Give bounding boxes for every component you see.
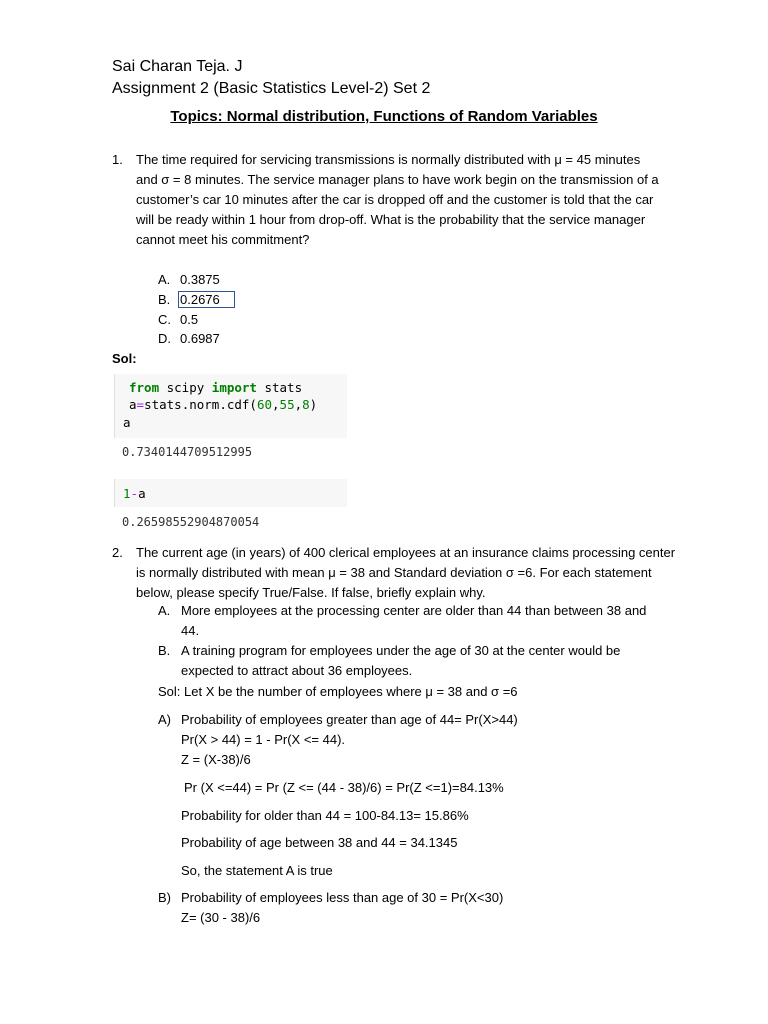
statement-letter: B. xyxy=(158,643,171,658)
question-text-line: The current age (in years) of 400 clerical employees at an insurance claims processing center xyxy=(136,545,676,560)
question-text-line: and σ = 8 minutes. The service manager plans to have work begin on the transmission of a xyxy=(136,172,659,187)
code-text: ) xyxy=(309,397,318,412)
code-text: scipy xyxy=(159,380,212,395)
code-text: , xyxy=(272,397,280,412)
code-text: stats.norm.cdf( xyxy=(144,397,257,412)
option-value: 0.6987 xyxy=(180,331,220,346)
option-letter: B. xyxy=(158,292,171,307)
statement-text: 44. xyxy=(181,623,200,638)
option-letter: A. xyxy=(158,272,171,287)
question-text-line: The time required for servicing transmissions is normally distributed with μ = 45 minutes xyxy=(136,152,641,167)
code-text: a xyxy=(123,415,131,430)
question-text-line: is normally distributed with mean μ = 38 and Standard deviation σ =6. For each statement xyxy=(136,565,652,580)
statement-text: expected to attract about 36 employees. xyxy=(181,663,413,678)
question-text-line: customer’s car 10 minutes after the car is dropped off and the customer is told that the car xyxy=(136,192,654,207)
question-text-line: cannot meet his commitment? xyxy=(136,232,310,247)
code-number: 55 xyxy=(279,397,295,412)
assignment-title: Assignment 2 (Basic Statistics Level-2) Set 2 xyxy=(112,80,431,97)
topics-heading: Topics: Normal distribution, Functions of Random Variables xyxy=(170,108,598,125)
solution-line: Pr(X > 44) = 1 - Pr(X <= 44). xyxy=(181,732,346,747)
solution-conclusion: So, the statement A is true xyxy=(181,863,333,878)
option-value: 0.5 xyxy=(180,312,199,327)
code-text: stats xyxy=(256,380,303,395)
question-text-line: will be ready within 1 hour from drop-off. What is the probability that the service manager xyxy=(136,212,646,227)
code-text: a xyxy=(138,486,146,501)
solution-line: Z = (X-38)/6 xyxy=(181,752,251,767)
code-output: 0.26598552904870054 xyxy=(122,515,260,529)
question-number: 1. xyxy=(112,152,123,167)
question-number: 2. xyxy=(112,545,123,560)
code-cell xyxy=(114,479,347,507)
code-line xyxy=(129,380,302,395)
solution-label: Sol: xyxy=(112,351,137,366)
statement-letter: A. xyxy=(158,603,171,618)
option-value: 0.3875 xyxy=(180,272,220,287)
code-line xyxy=(123,486,146,501)
solution-line: Probability of age between 38 and 44 = 34.1345 xyxy=(181,835,458,850)
part-label: A) xyxy=(158,712,171,727)
solution-line: Z= (30 - 38)/6 xyxy=(181,910,261,925)
solution-line: Probability of employees greater than age of 44= Pr(X>44) xyxy=(181,712,518,727)
code-number: 60 xyxy=(256,397,273,412)
code-line xyxy=(129,397,317,412)
solution-line: Probability for older than 44 = 100-84.13= 15.86% xyxy=(181,808,469,823)
option-letter: C. xyxy=(158,312,171,327)
statement-text: More employees at the processing center are older than 44 than between 38 and xyxy=(181,603,647,618)
code-operator: = xyxy=(136,397,145,412)
code-text: a xyxy=(129,397,137,412)
code-number: 1 xyxy=(123,486,131,501)
solution-intro: Sol: Let X be the number of employees where μ = 38 and σ =6 xyxy=(158,684,518,699)
option-value: 0.2676 xyxy=(178,291,235,308)
code-number: 8 xyxy=(302,397,310,412)
solution-line: Pr (X <=44) = Pr (Z <= (44 - 38)/6) = Pr(Z <=1)=84.13% xyxy=(184,780,504,795)
question-text-line: below, please specify True/False. If false, briefly explain why. xyxy=(136,585,486,600)
author-name: Sai Charan Teja. J xyxy=(112,58,243,75)
code-keyword: from xyxy=(129,380,160,395)
code-keyword: import xyxy=(211,380,257,395)
code-cell xyxy=(114,374,347,438)
statement-text: A training program for employees under the age of 30 at the center would be xyxy=(181,643,621,658)
code-output: 0.7340144709512995 xyxy=(122,445,253,459)
code-text: , xyxy=(294,397,303,412)
code-line xyxy=(123,415,131,430)
code-operator: - xyxy=(130,486,139,501)
option-letter: D. xyxy=(158,331,171,346)
solution-line: Probability of employees less than age of 30 = Pr(X<30) xyxy=(181,890,504,905)
part-label: B) xyxy=(158,890,171,905)
